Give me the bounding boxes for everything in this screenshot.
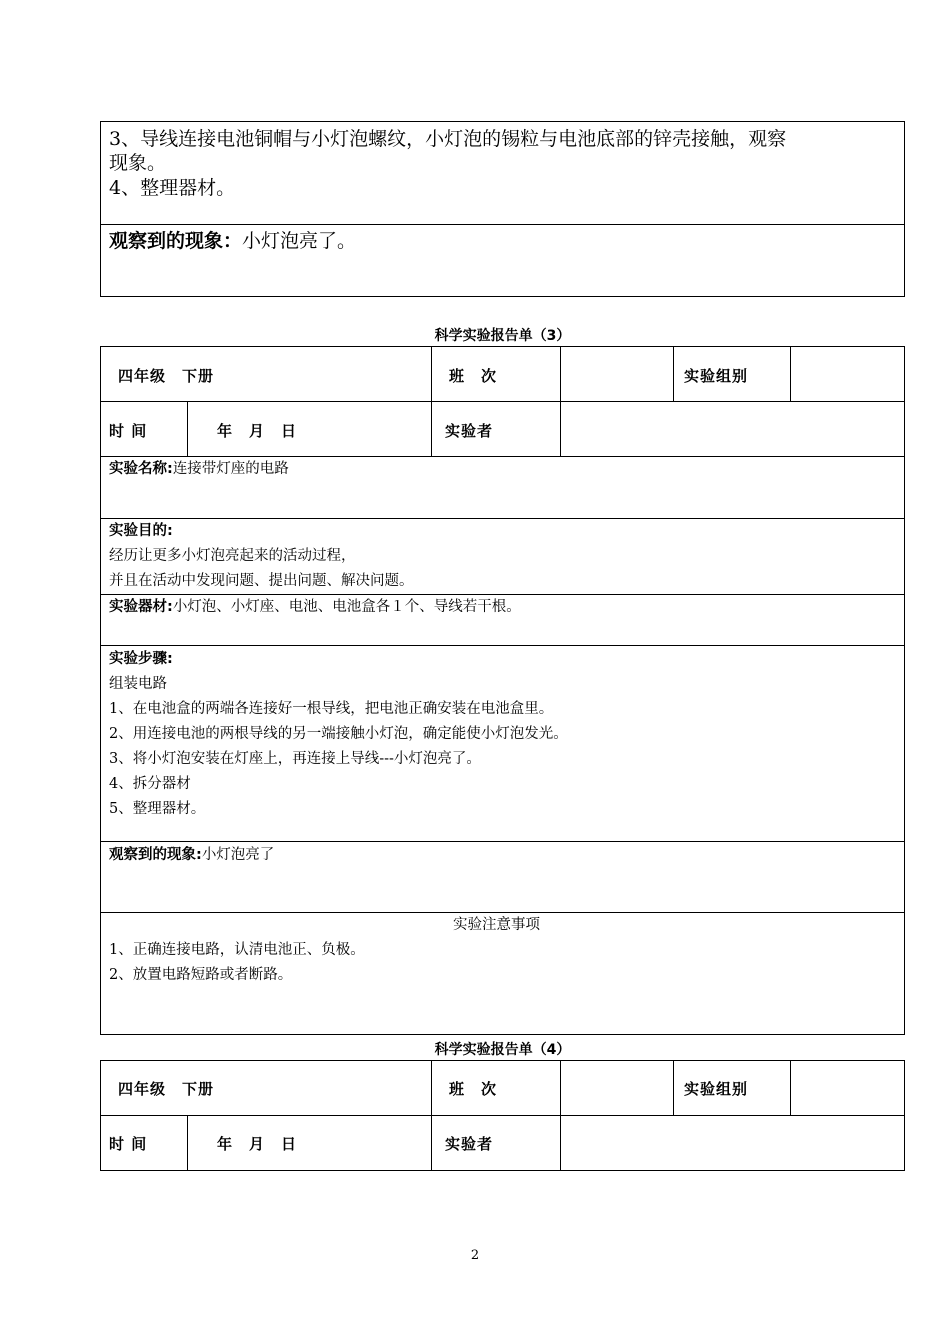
- report3-observation: [109, 843, 274, 868]
- report3-step: 4、拆分器材: [109, 776, 191, 792]
- report3-experiment-name: [109, 457, 289, 482]
- report3-group-label: 实验组别: [684, 367, 749, 385]
- report4-grade: 四年级 下册: [118, 1080, 215, 1098]
- report3-step: 3、将小灯泡安装在灯座上，再连接上导线---小灯泡亮了。: [109, 751, 481, 767]
- report4-col-line: [673, 1060, 674, 1115]
- top-observation-label: 观察到的现象：: [109, 230, 243, 252]
- report3-name-value: 连接带灯座的电路: [172, 461, 289, 477]
- report4-date-label: 年 月 日: [217, 1135, 298, 1153]
- report3-col-line: [187, 401, 188, 456]
- report4-col-line: [560, 1060, 561, 1171]
- page-number: 2: [470, 1248, 480, 1263]
- report3-purpose-line-1: 经历让更多小灯泡亮起来的活动过程，: [109, 548, 356, 564]
- report3-class-label: 班 次: [449, 367, 498, 385]
- top-step-3-cont: 现象。: [109, 152, 167, 174]
- report4-time-label: 时 间: [109, 1135, 148, 1153]
- report3-title: 科学实验报告单（3）: [434, 328, 571, 344]
- top-step-3: 3、导线连接电池铜帽与小灯泡螺纹，小灯泡的锡粒与电池底部的锌壳接触，观察: [109, 128, 787, 150]
- report3-notes-title: 实验注意事项: [453, 917, 540, 933]
- report3-row-line: [100, 841, 905, 842]
- report3-name-label: 实验名称:: [109, 461, 173, 477]
- report3-note: 1、正确连接电路，认清电池正、负极。: [109, 942, 365, 958]
- report3-step: 1、在电池盒的两端各连接好一根导线，把电池正确安装在电池盒里。: [109, 701, 554, 717]
- report3-note: 2、放置电路短路或者断路。: [109, 967, 293, 983]
- report3-observation-value: 小灯泡亮了: [201, 847, 275, 863]
- report3-experimenter-label: 实验者: [445, 422, 494, 440]
- report4-col-line: [790, 1060, 791, 1115]
- report4-col-line: [431, 1060, 432, 1171]
- report3-col-line: [431, 346, 432, 456]
- report4-col-line: [187, 1115, 188, 1171]
- report3-purpose-line-2: 并且在活动中发现问题、提出问题、解决问题。: [109, 573, 414, 589]
- top-observation: [109, 229, 356, 253]
- report3-steps-label: 实验步骤:: [109, 651, 173, 667]
- report4-class-label: 班 次: [449, 1080, 498, 1098]
- report3-row-line: [100, 401, 905, 402]
- report3-col-line: [790, 346, 791, 401]
- report3-observation-label: 观察到的现象:: [109, 847, 202, 863]
- report3-step: 组装电路: [109, 676, 167, 692]
- report3-materials-label: 实验器材:: [109, 599, 173, 615]
- report3-purpose-label: 实验目的:: [109, 523, 173, 539]
- top-step-4: 4、整理器材。: [109, 177, 236, 199]
- top-observation-value: 小灯泡亮了。: [242, 230, 357, 252]
- report4-row-line: [100, 1115, 905, 1116]
- report3-materials-value: 小灯泡、小灯座、电池、电池盒各１个、导线若干根。: [172, 599, 521, 615]
- report3-step: 2、用连接电池的两根导线的另一端接触小灯泡，确定能使小灯泡发光。: [109, 726, 568, 742]
- report3-date-label: 年 月 日: [217, 422, 298, 440]
- report4-group-label: 实验组别: [684, 1080, 749, 1098]
- report4-experimenter-label: 实验者: [445, 1135, 494, 1153]
- report3-row-line: [100, 518, 905, 519]
- top-section-divider: [100, 224, 905, 225]
- report3-materials: [109, 595, 521, 620]
- report3-col-line: [560, 346, 561, 456]
- report4-title: 科学实验报告单（4）: [434, 1042, 571, 1058]
- report3-row-line: [100, 645, 905, 646]
- report3-step: 5、整理器材。: [109, 801, 206, 817]
- report3-grade: 四年级 下册: [118, 367, 215, 385]
- report3-time-label: 时 间: [109, 422, 148, 440]
- report3-col-line: [673, 346, 674, 401]
